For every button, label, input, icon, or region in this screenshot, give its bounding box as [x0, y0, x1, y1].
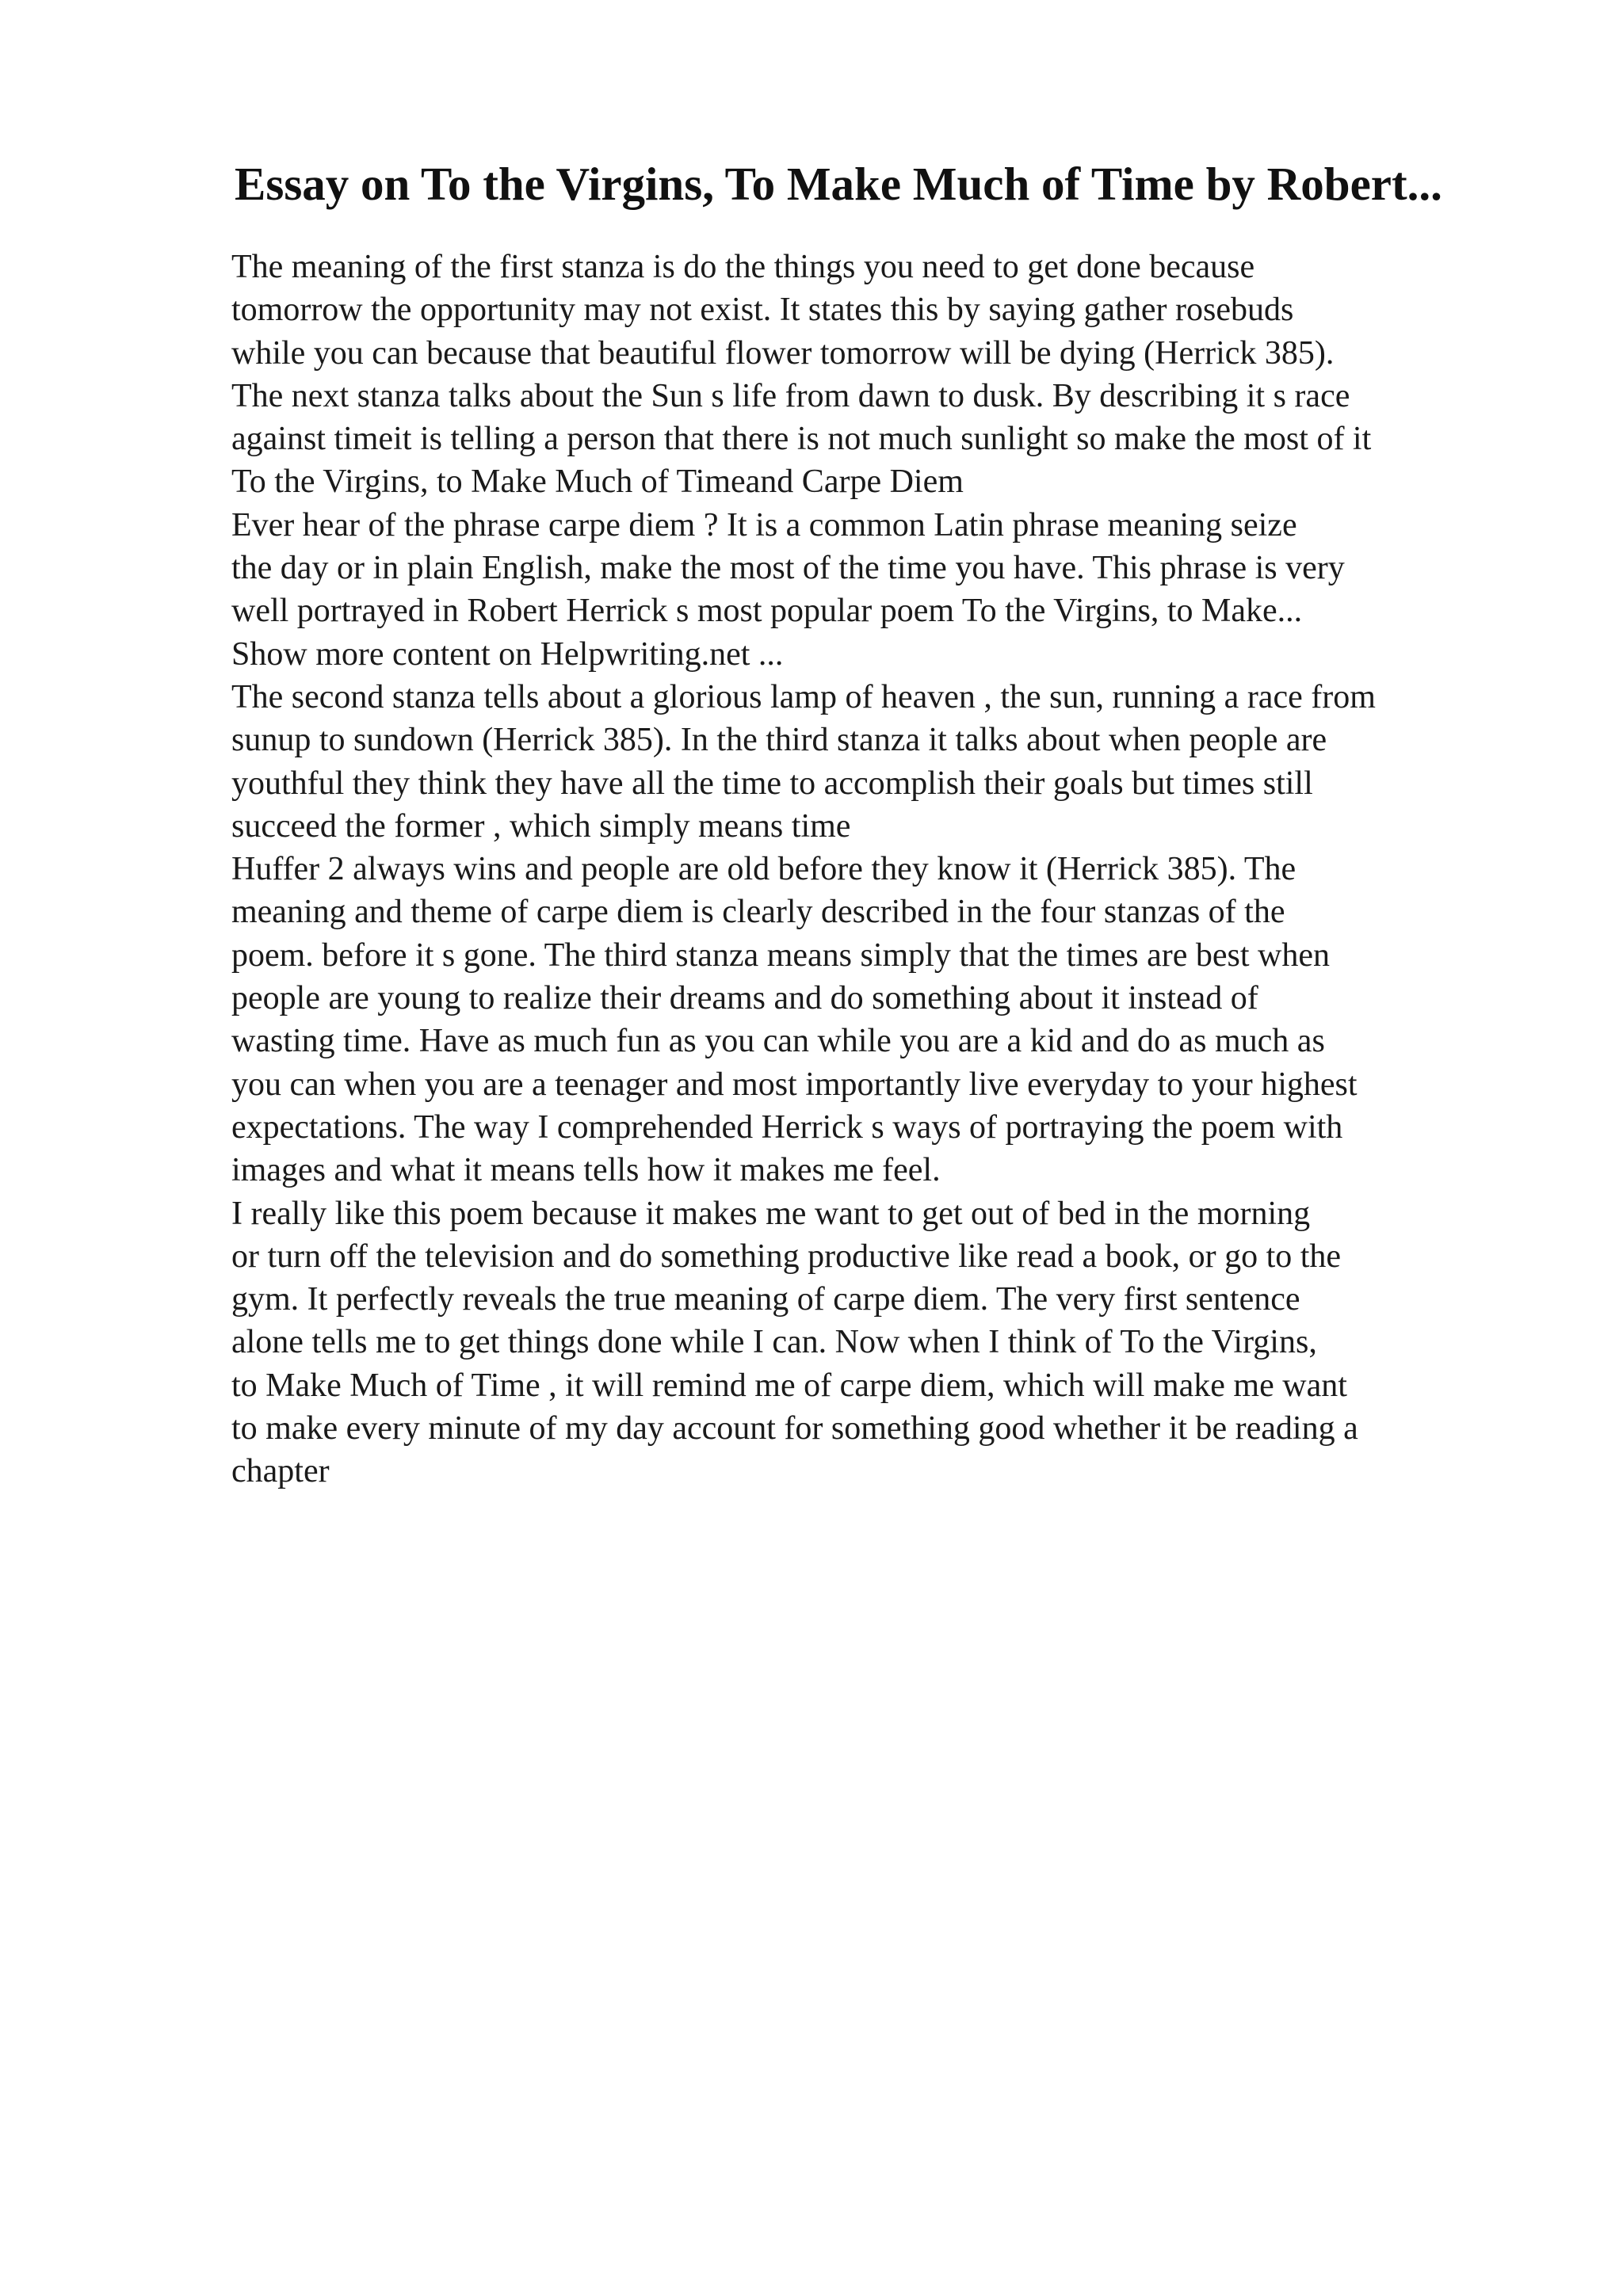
body-line: or turn off the television and do something productive like read a book, or go to the [231, 1238, 1342, 1275]
body-line: The next stanza talks about the Sun s life from dawn to dusk. By describing it s race [231, 377, 1350, 414]
body-line: while you can because that beautiful flower tomorrow will be dying (Herrick 385). [231, 334, 1335, 372]
body-line: To the Virgins, to Make Much of Timeand Carpe Diem [231, 463, 964, 501]
body-line: the day or in plain English, make the most of the time you have. This phrase is very [231, 550, 1345, 587]
body-line: tomorrow the opportunity may not exist. It states this by saying gather rosebuds [231, 292, 1294, 329]
body-line: to make every minute of my day account for something good whether it be reading a [231, 1410, 1358, 1447]
body-line: The meaning of the first stanza is do the things you need to get done because [231, 249, 1255, 285]
document-title: Essay on To the Virgins, To Make Much of Time by Robert... [235, 158, 1442, 210]
body-line: Huffer 2 always wins and people are old before they know it (Herrick 385). The [231, 851, 1296, 888]
body-line: The second stanza tells about a glorious lamp of heaven , the sun, running a race from [231, 678, 1376, 715]
body-line: to Make Much of Time , it will remind me of carpe diem, which will make me want [231, 1367, 1347, 1404]
body-line: people are young to realize their dreams and do something about it instead of [231, 980, 1258, 1017]
body-line: well portrayed in Robert Herrick s most popular poem To the Virgins, to Make... [231, 593, 1303, 630]
body-line: youthful they think they have all the time to accomplish their goals but times still [231, 765, 1313, 802]
body-line: Ever hear of the phrase carpe diem ? It is a common Latin phrase meaning seize [231, 506, 1297, 543]
body-line: expectations. The way I comprehended Herrick s ways of portraying the poem with [231, 1108, 1343, 1146]
body-line: alone tells me to get things done while I can. Now when I think of To the Virgins, [231, 1324, 1317, 1361]
body-line: against timeit is telling a person that there is not much sunlight so make the most of it [231, 421, 1372, 458]
body-line: meaning and theme of carpe diem is clearly described in the four stanzas of the [231, 894, 1285, 931]
body-line: gym. It perfectly reveals the true meaning of carpe diem. The very first sentence [231, 1281, 1300, 1318]
body-line: I really like this poem because it makes me want to get out of bed in the morning [231, 1195, 1311, 1232]
body-line: chapter [231, 1453, 330, 1490]
document-body [231, 246, 1531, 1493]
body-line: poem. before it s gone. The third stanza means simply that the times are best when [231, 936, 1331, 974]
body-line: you can when you are a teenager and most importantly live everyday to your highest [231, 1066, 1358, 1103]
body-line: succeed the former , which simply means time [231, 807, 851, 845]
body-line: wasting time. Have as much fun as you can while you are a kid and do as much as [231, 1023, 1325, 1060]
body-line: images and what it means tells how it makes me feel. [231, 1152, 941, 1189]
show-more-line: Show more content on Helpwriting.net ... [231, 635, 784, 673]
body-line: sunup to sundown (Herrick 385). In the third stanza it talks about when people are [231, 722, 1327, 759]
